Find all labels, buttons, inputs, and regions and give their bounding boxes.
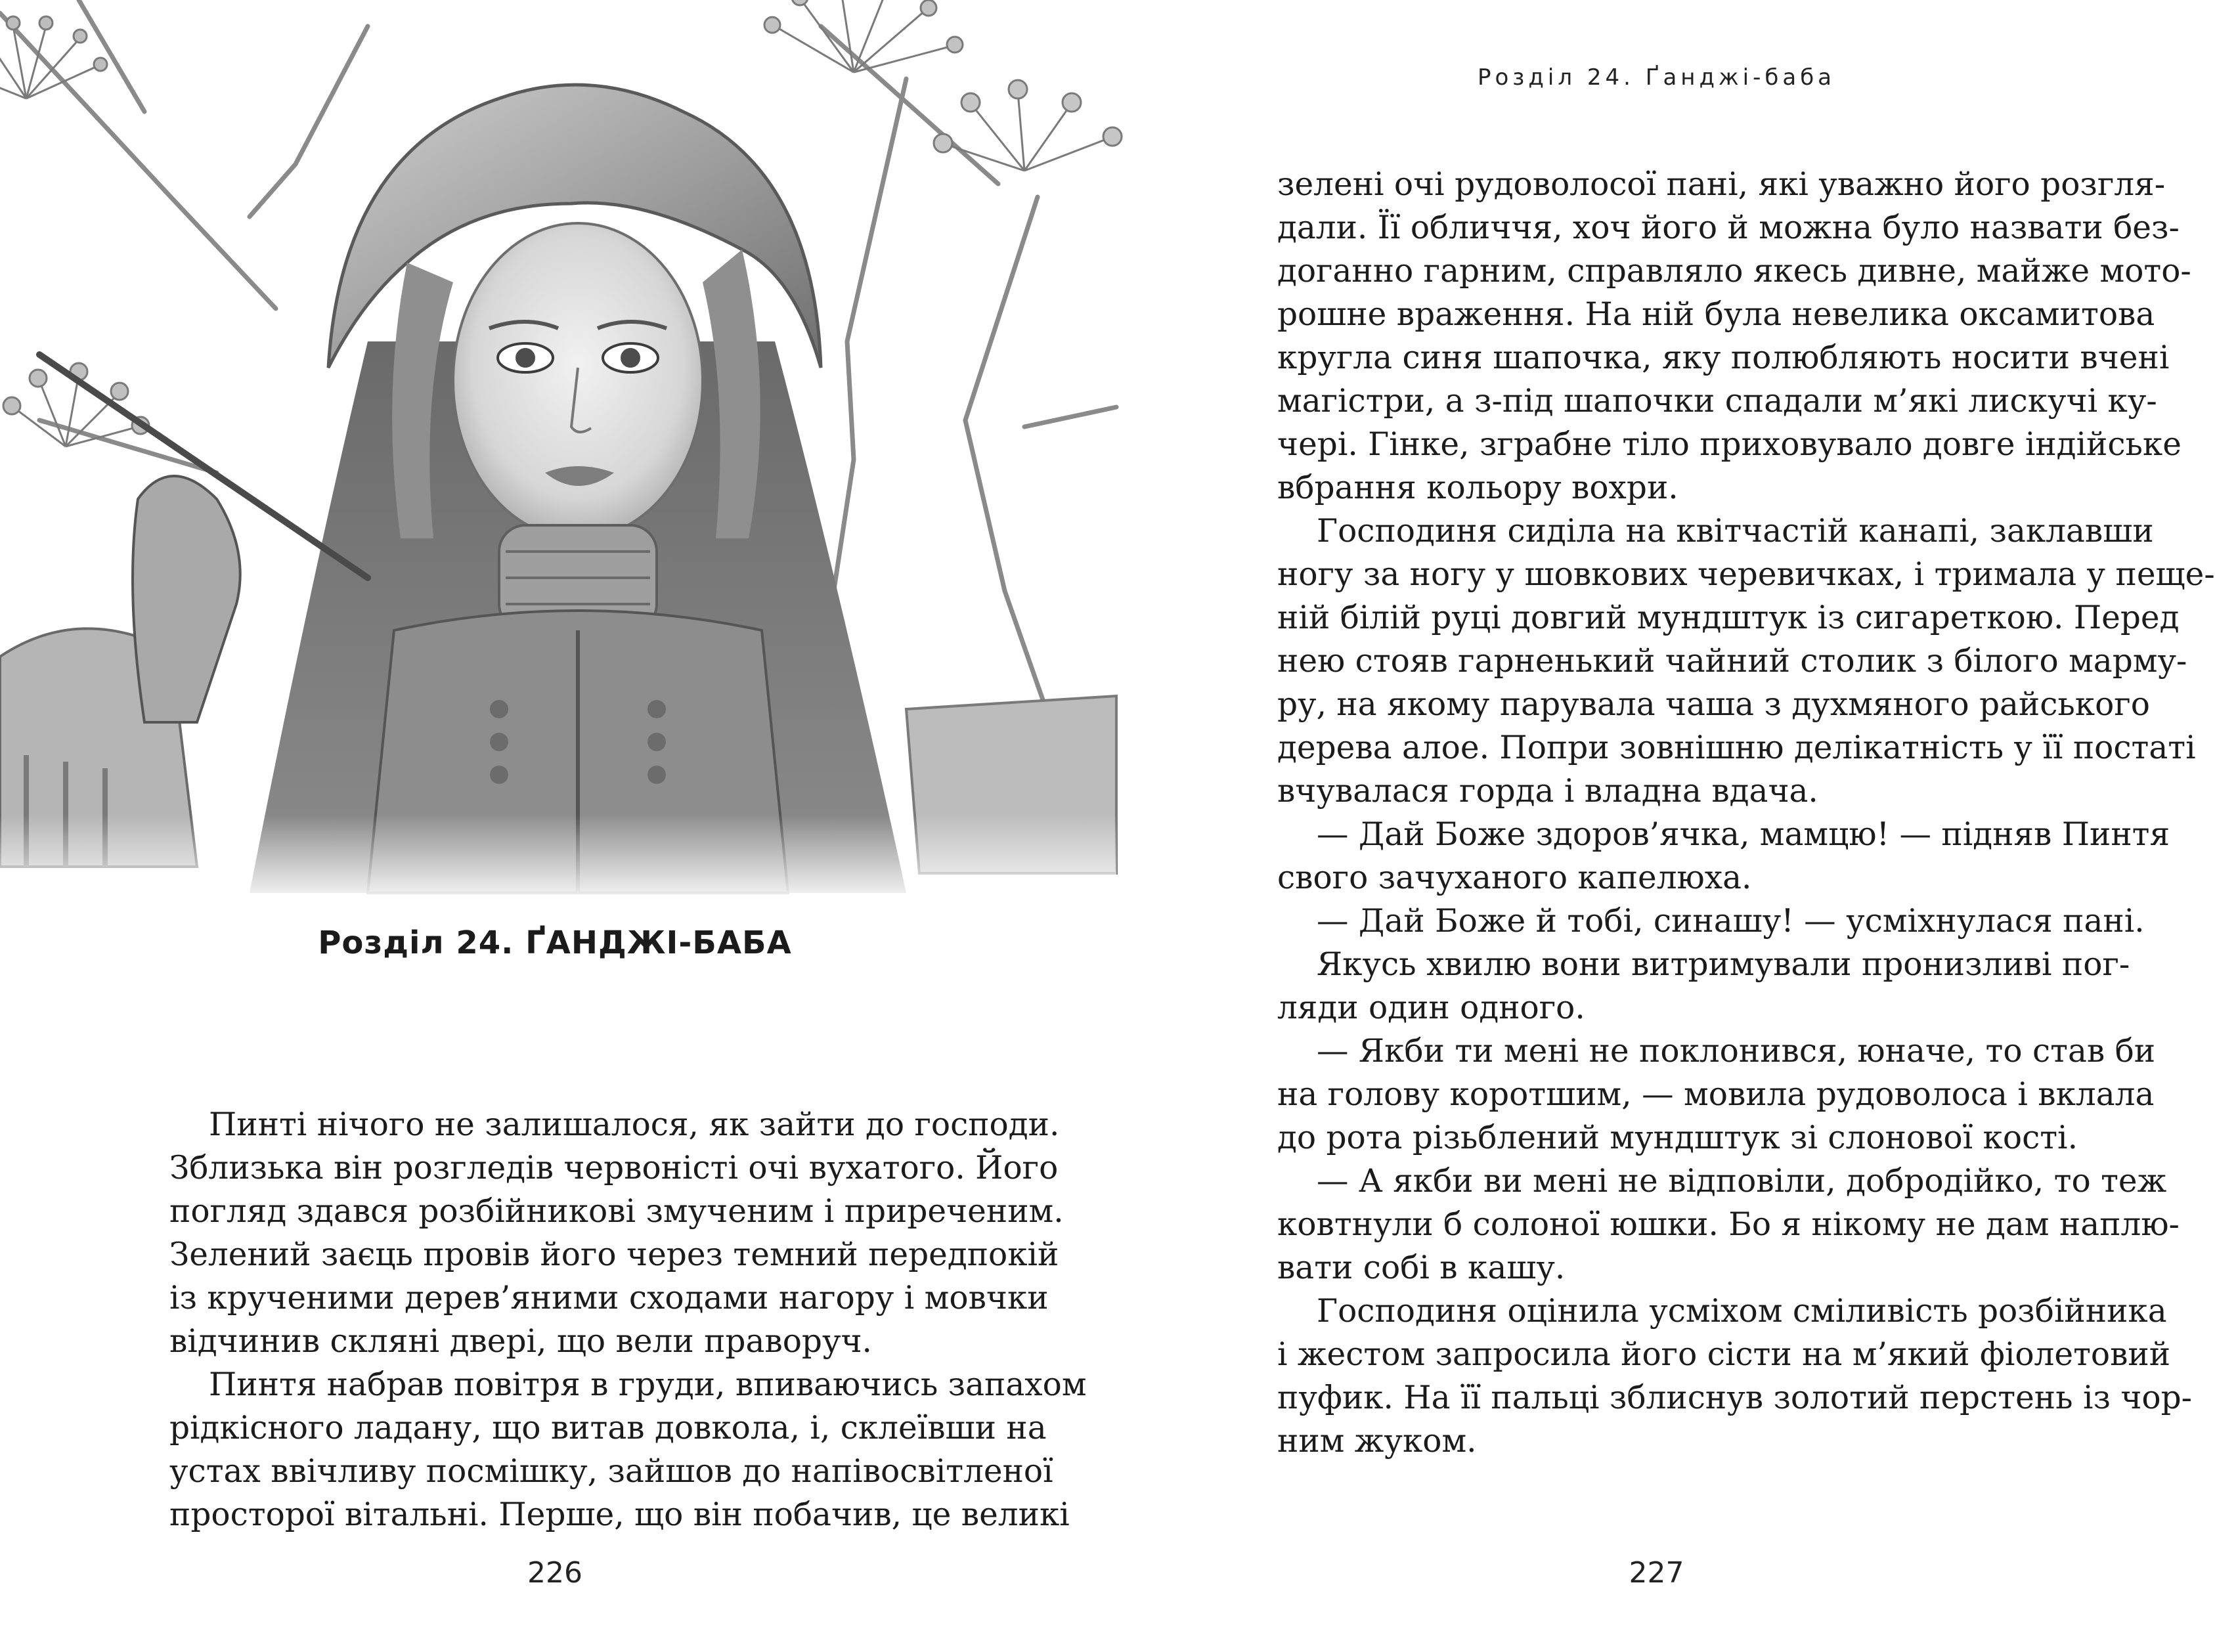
text-line: дали. Її обличчя, хоч його й можна було назвати без- [1277,209,2180,246]
text-line: Пинтя набрав повітря в груди, впиваючись запахом [209,1366,1087,1403]
text-line: Якусь хвилю вони витримували пронизливі пог- [1317,946,2130,983]
text-line: вчувалася горда і владна вдача. [1277,773,1818,810]
text-line: ній білій руці довгий мундштук із сигареткою. Перед [1277,599,2180,636]
text-line: ляди один одного. [1277,989,1585,1026]
text-line: чері. Гінке, зграбне тіло приховувало довге індійське [1277,426,2182,463]
text-line: — Дай Боже й тобі, синашу! — усміхнулася пані. [1317,903,2145,940]
text-line: нею стояв гарненький чайний столик з білого марму- [1277,643,2187,680]
text-line: кругла синя шапочка, яку полюбляють носити вчені [1277,339,2170,376]
text-line: устах ввічливу посмішку, зайшов до напівосвітленої [169,1453,1053,1490]
text-line: рошне враження. На ній була невелика оксамитова [1277,296,2155,333]
page-number-right: 227 [1629,1556,1684,1590]
text-line: Господиня сиділа на квітчастій канапі, заклавши [1317,513,2154,550]
text-line: ру, на якому парувала чаша з духмяного райського [1277,686,2150,723]
text-line: — Дай Боже здоров’ячка, мамцю! — підняв Пинтя [1317,816,2170,853]
text-line: погляд здався розбійникові змученим і приреченим. [169,1193,1064,1230]
text-line: вати собі в кашу. [1277,1250,1566,1286]
text-line: — А якби ви мені не відповіли, добродійко, то теж [1317,1163,2167,1200]
chapter-title: Розділ 24. ҐАНДЖІ-БАБА [318,924,792,961]
running-head: Розділ 24. Ґанджі-баба [1477,64,1835,91]
chapter-illustration [0,0,1116,906]
text-line: із крученими дерев’яними сходами нагору і мовчки [169,1280,1049,1316]
text-line: — Якби ти мені не поклонився, юначе, то став би [1317,1033,2156,1070]
illustration-drawing [0,0,1116,906]
text-line: доганно гарним, справляло якесь дивне, майже мото- [1277,253,2191,290]
left-body-text [169,1103,1087,1536]
right-body-text [1277,163,2215,1463]
text-line: ним жуком. [1277,1423,1477,1460]
right-page [1110,0,2215,1652]
text-line: і жестом запросила його сісти на м’який фіолетовий [1277,1336,2171,1373]
text-line: Зблизька він розгледів червоністі очі вухатого. Його [169,1150,1059,1186]
text-line: на голову коротшим, — мовила рудоволоса і вклала [1277,1076,2155,1113]
page-number-left: 226 [527,1556,582,1590]
text-line: Пинті нічого не залишалося, як зайти до господи. [209,1106,1060,1143]
text-line: дерева алое. Попри зовнішню делікатність у її постаті [1277,729,2196,766]
text-line: відчинив скляні двері, що вели праворуч. [169,1323,872,1360]
text-line: до рота різьблений мундштук зі слонової кості. [1277,1119,2078,1156]
text-line: зелені очі рудоволосої пані, які уважно його розгля- [1277,166,2166,203]
text-line: вбрання кольору вохри. [1277,469,1678,506]
text-line: просторої вітальні. Перше, що він побачив, це великі [169,1496,1070,1533]
text-line: магістри, а з-під шапочки спадали м’які лискучі ку- [1277,383,2157,420]
text-line: Зелений заєць провів його через темний передпокій [169,1236,1059,1273]
text-line: свого зачуханого капелюха. [1277,859,1752,896]
text-line: ногу за ногу у шовкових черевичках, і тримала у пеще- [1277,556,2215,593]
text-line: пуфик. На її пальці зблиснув золотий перстень із чор- [1277,1380,2193,1416]
text-line: Господиня оцінила усміхом сміливість розбійника [1317,1293,2167,1330]
text-line: рідкісного ладану, що витав довкола, і, склеївши на [169,1410,1047,1446]
text-line: ковтнули б солоної юшки. Бо я нікому не дам наплю- [1277,1206,2180,1243]
